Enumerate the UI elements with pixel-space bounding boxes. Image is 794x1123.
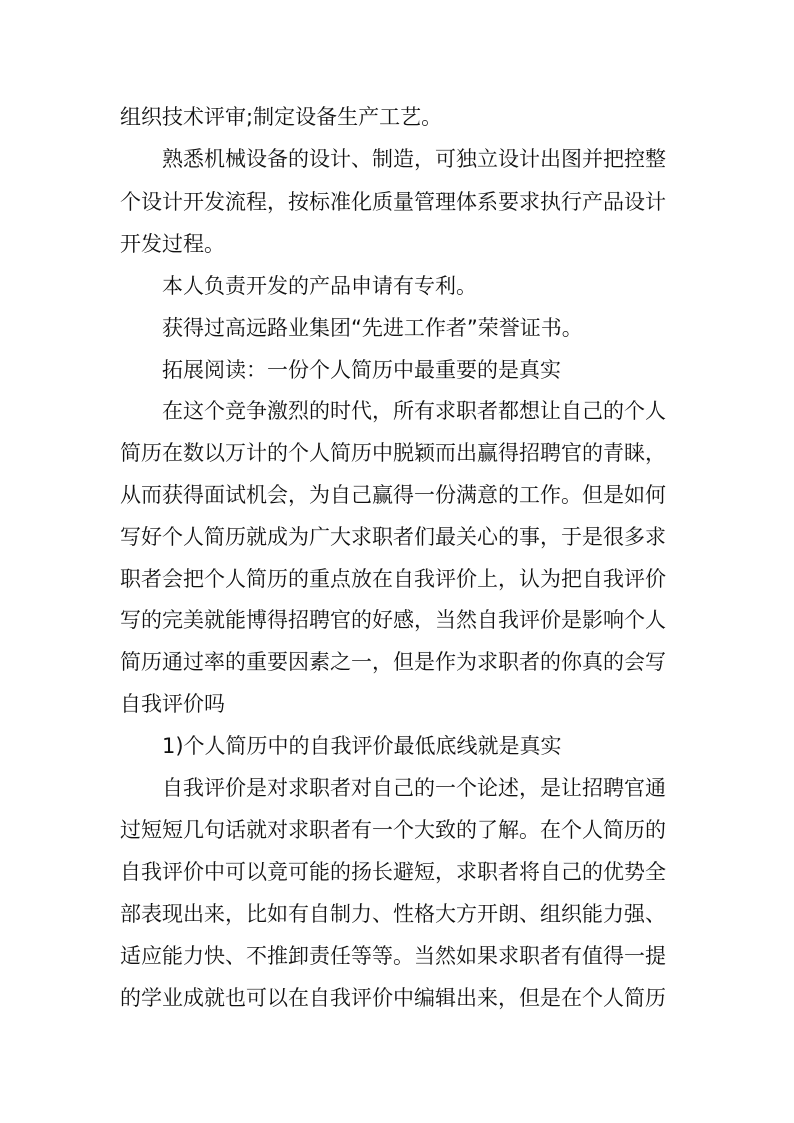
paragraph-line: 从而获得面试机会，为自己赢得一份满意的工作。但是如何 [120,483,666,507]
paragraph-line: 自我评价是对求职者对自己的一个论述，是让招聘官通 [162,776,666,800]
paragraph-line: 写的完美就能博得招聘官的好感，当然自我评价是影响个人 [120,608,666,632]
paragraph-line: 职者会把个人简历的重点放在自我评价上，认为把自我评价 [120,567,666,591]
subsection-heading: 1)个人简历中的自我评价最低底线就是真实 [162,734,562,758]
paragraph-line: 简历通过率的重要因素之一，但是作为求职者的你真的会写 [120,650,666,674]
paragraph-line: 简历在数以万计的个人简历中脱颖而出赢得招聘官的青睐， [120,441,666,465]
paragraph-line: 过短短几句话就对求职者有一个大致的了解。在个人简历的 [120,818,666,842]
section-heading: 拓展阅读：一份个人简历中最重要的是真实 [162,358,561,382]
paragraph-line: 适应能力快、不推卸责任等等。当然如果求职者有值得一提 [120,944,666,968]
paragraph-line: 组织技术评审;制定设备生产工艺。 [120,105,443,129]
paragraph-line: 个设计开发流程，按标准化质量管理体系要求执行产品设计 [120,190,666,214]
paragraph-line: 获得过高远路业集团“先进工作者”荣誉证书。 [162,316,583,340]
paragraph-line: 的学业成就也可以在自我评价中编辑出来，但是在个人简历 [120,986,666,1010]
paragraph-line: 自我评价吗 [120,692,225,716]
paragraph-line: 熟悉机械设备的设计、制造，可独立设计出图并把控整 [162,147,666,171]
paragraph-line: 自我评价中可以竟可能的扬长避短，求职者将自己的优势全 [120,860,666,884]
paragraph-line: 写好个人简历就成为广大求职者们最关心的事，于是很多求 [120,525,666,549]
paragraph-line: 本人负责开发的产品申请有专利。 [162,274,477,298]
paragraph-line: 在这个竞争激烈的时代，所有求职者都想让自己的个人 [162,399,666,423]
paragraph-line: 开发过程。 [120,232,225,256]
paragraph-line: 部表现出来，比如有自制力、性格大方开朗、组织能力强、 [120,902,666,926]
